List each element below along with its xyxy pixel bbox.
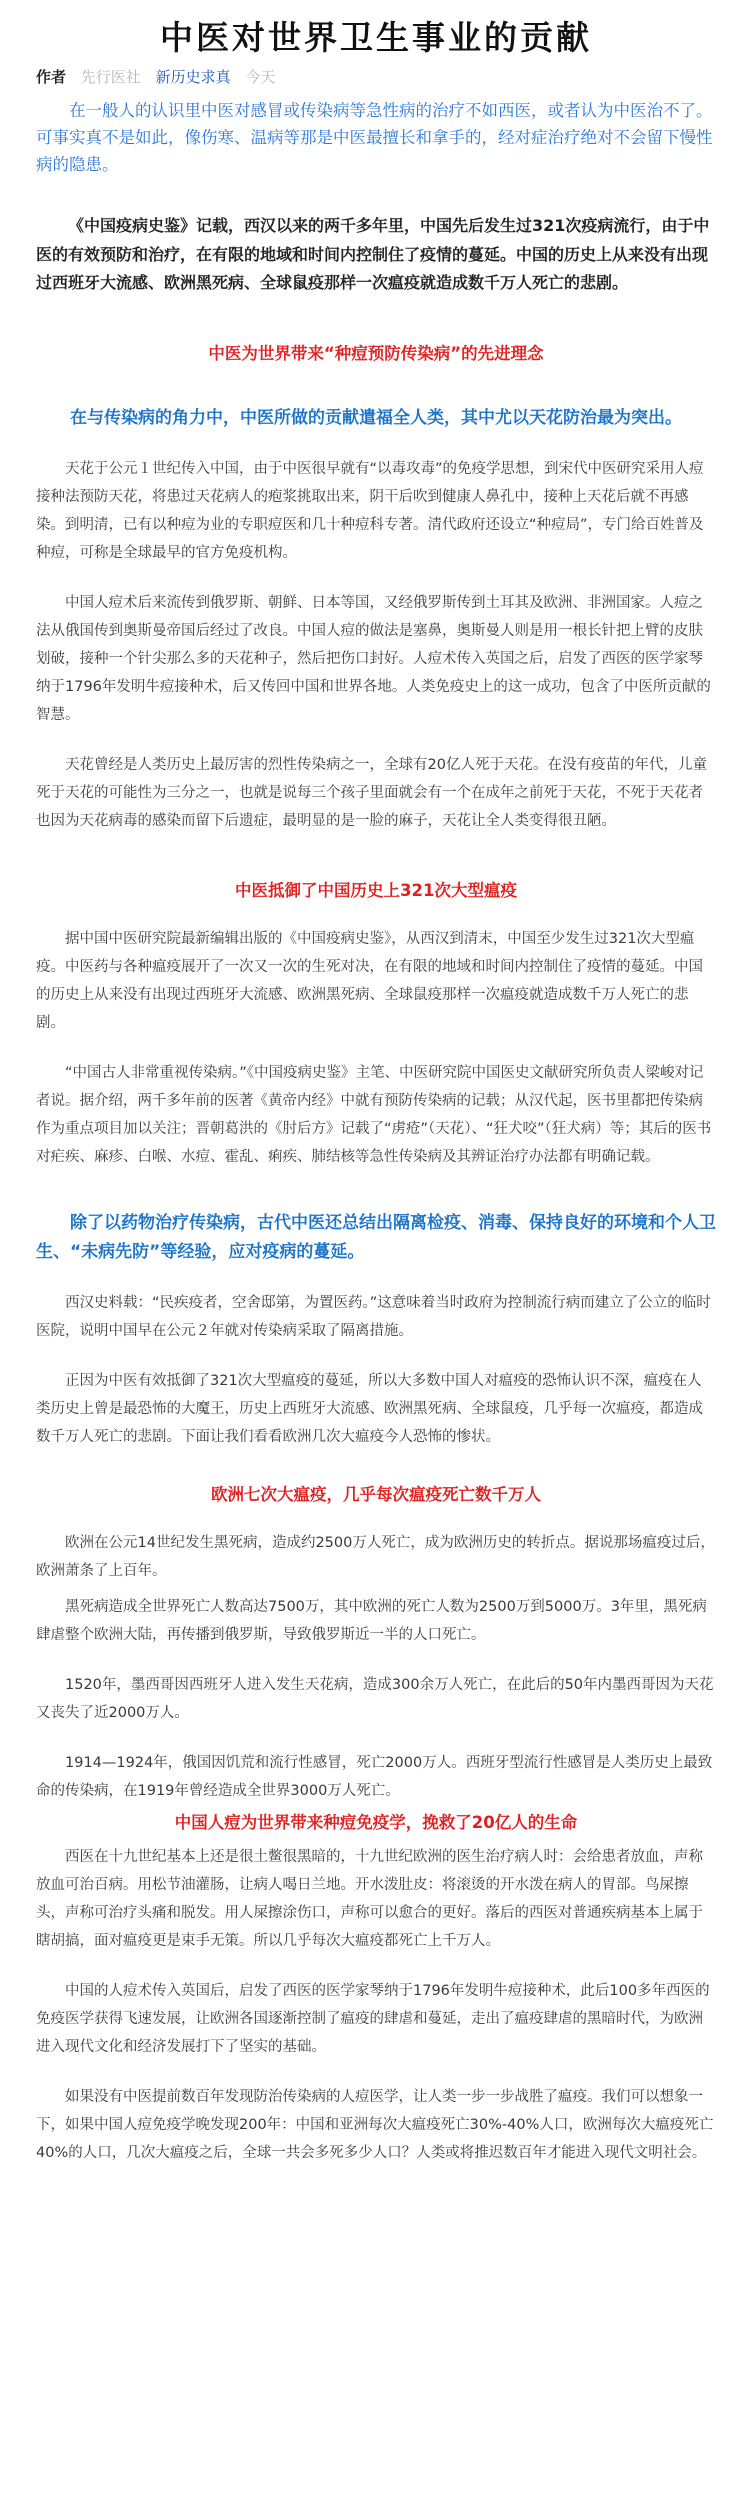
paragraph: 如果没有中医提前数百年发现防治传染病的人痘医学，让人类一步一步战胜了瘟疫。我们可以想象一下，如果中国人痘免疫学晚发现200年：中国和亚洲每次大瘟疫死亡30%-40%人口，欧洲每次大瘟疫死亡40%的人口，几次大瘟疫之后，全球一共会多死多少人口？人类或将推迟数百年才能进入现代文明社会。 — [36, 2088, 714, 2161]
article-meta — [36, 67, 716, 87]
paragraph: 西医在十九世纪基本上还是很土鳖很黑暗的，十九世纪欧洲的医生治疗病人时：会给患者放血，声称放血可治百病。用松节油灌肠，让病人喝日兰地。开水泼肚皮：将滚烫的开水泼在病人的胃部。鸟屎擦头，声称可治疗头痛和脱发。用人屎擦涂伤口，声称可以愈合的更好。落后的西医对普通疾病基本上属于瞎胡搞，面对瘟疫更是束手无策。所以几乎每次大瘟疫都死亡上千万人。 — [36, 1848, 703, 1949]
paragraph: 中国的人痘术传入英国后，启发了西医的医学家琴纳于1796年发明牛痘接种术，此后100多年西医的免疫医学获得飞速发展，让欧洲各国逐渐控制了瘟疫的肆虐和蔓延，走出了瘟疫肆虐的黑暗时代，为欧洲进入现代文化和经济发展打下了坚实的基础。 — [36, 1982, 710, 2055]
paragraph: 1914—1924年，俄国因饥荒和流行性感冒，死亡2000万人。西班牙型流行性感冒是人类历史上最致命的传染病，在1919年曾经造成全世界3000万人死亡。 — [36, 1754, 713, 1799]
paragraph: 欧洲在公元14世纪发生黑死病，造成约2500万人死亡，成为欧洲历史的转折点。据说那场瘟疫过后，欧洲萧条了上百年。 — [36, 1534, 715, 1579]
paragraph: 中国人痘术后来流传到俄罗斯、朝鲜、日本等国，又经俄罗斯传到土耳其及欧洲、非洲国家。人痘之法从俄国传到奥斯曼帝国后经过了改良。中国人痘的做法是塞鼻，奥斯曼人则是用一根长针把上臂的皮肤划破，接种一个针尖那么多的天花种子，然后把伤口封好。人痘术传入英国之后，启发了西医的医学家琴纳于1796年发明牛痘接种术，后又传回中国和世界各地。人类免疫史上的这一成功，包含了中医所贡献的智慧。 — [36, 594, 711, 723]
paragraph: 1520年，墨西哥因西班牙人进入发生天花病，造成300余万人死亡，在此后的50年内墨西哥因为天花又丧失了近2000万人。 — [36, 1676, 714, 1721]
section-heading-immunology: 中国人痘为世界带来种痘免疫学，挽救了20亿人的生命 — [174, 1812, 578, 1832]
section-subheading-smallpox: 在与传染病的角力中，中医所做的贡献遣福全人类，其中尤以天花防治最为突出。 — [70, 407, 682, 428]
author-label: 作者 — [36, 68, 67, 86]
author-name: 先行医社 — [80, 68, 141, 86]
intro-paragraph: 在一般人的认识里中医对感冒或传染病等急性病的治疗不如西医，或者认为中医治不了。可事实真不是如此，像伤寒、温病等那是中医最擅长和拿手的，经对症治疗绝对不会留下慢性病的隐患。 — [36, 101, 713, 174]
paragraph: 据中国中医研究院最新编辑出版的《中国疫病史鉴》，从西汉到清末，中国至少发生过321次大型瘟疫。中医药与各种瘟疫展开了一次又一次的生死对决，在有限的地域和时间内控制住了疫情的蔓延。中国的历史上从来没有出现过西班牙大流感、欧洲黑死病、全球鼠疫那样一次瘟疫就造成数千万人死亡的悲剧。 — [36, 930, 703, 1031]
article-title: 中医对世界卫生事业的贡献 — [160, 18, 592, 57]
section-heading-epidemics: 中医抵御了中国历史上321次大型瘟疫 — [235, 880, 517, 900]
paragraph: “中国古人非常重视传染病。”《中国疫病史鉴》主笔、中医研究院中国医史文献研究所负责人梁峻对记者说。据介绍，两千多年前的医著《黄帝内经》中就有预防传染病的记载；从汉代起，医书里都把传染病作为重点项目加以关注；晋朝葛洪的《肘后方》记载了“虏疮”（天花）、“狂犬咬”（狂犬病）等；其后的医书对疟疾、麻疹、白喉、水痘、霍乱、痢疾、肺结核等急性传染病及其辨证治疗办法都有明确记载。 — [36, 1064, 712, 1165]
paragraph: 天花于公元１世纪传入中国，由于中医很早就有“以毒攻毒”的免疫学思想，到宋代中医研究采用人痘接种法预防天花，将患过天花病人的疱浆挑取出来，阴干后吹到健康人鼻孔中，接种上天花后就不再感染。到明清，已有以种痘为业的专职痘医和几十种痘科专著。清代政府还设立“种痘局”，专门给百姓普及种痘，可称是全球最早的官方免疫机构。 — [36, 460, 704, 561]
section-heading-vaccination: 中医为世界带来“种痘预防传染病”的先进理念 — [208, 343, 544, 363]
summary-paragraph: 《中国疫病史鉴》记载，西汉以来的两千多年里，中国先后发生过321次疫病流行，由于中医的有效预防和治疗，在有限的地域和时间内控制住了疫情的蔓延。中国的历史上从来没有出现过西班牙大流感、欧洲黑死病、全球鼠疫那样一次瘟疫就造成数千万人死亡的悲剧。 — [36, 216, 710, 292]
account-link[interactable]: 新历史求真 — [155, 68, 231, 86]
paragraph: 黑死病造成全世界死亡人数高达7500万，其中欧洲的死亡人数为2500万到5000万。3年里，黑死病肆虐整个欧洲大陆，再传播到俄罗斯，导致俄罗斯近一半的人口死亡。 — [36, 1598, 707, 1643]
paragraph: 正因为中医有效抵御了321次大型瘟疫的蔓延，所以大多数中国人对瘟疫的恐怖认识不深，瘟疫在人类历史上曾是最恐怖的大魔王，历史上西班牙大流感、欧洲黑死病、全球鼠疫，几乎每一次瘟疫，都造成数千万人死亡的悲剧。下面让我们看看欧洲几次大瘟疫今人恐怖的惨状。 — [36, 1372, 703, 1445]
section-heading-europe-plagues: 欧洲七次大瘟疫，几乎每次瘟疫死亡数千万人 — [211, 1484, 541, 1504]
paragraph: 西汉史料载：“民疾疫者，空舍邸第，为置医药。”这意味着当时政府为控制流行病而建立了公立的临时医院，说明中国早在公元２年就对传染病采取了隔离措施。 — [36, 1294, 711, 1339]
publish-date: 今天 — [245, 68, 276, 86]
paragraph: 天花曾经是人类历史上最厉害的烈性传染病之一，全球有20亿人死于天花。在没有疫苗的年代，儿童死于天花的可能性为三分之一，也就是说每三个孩子里面就会有一个在成年之前死于天花，不死于天花者也因为天花病毒的感染而留下后遗症，最明显的是一脸的麻子，天花让全人类变得很丑陋。 — [36, 756, 707, 829]
section-subheading-quarantine: 除了以药物治疗传染病，古代中医还总结出隔离检疫、消毒、保持良好的环境和个人卫生、“未病先防”等经验，应对疫病的蔓延。 — [36, 1212, 716, 1262]
